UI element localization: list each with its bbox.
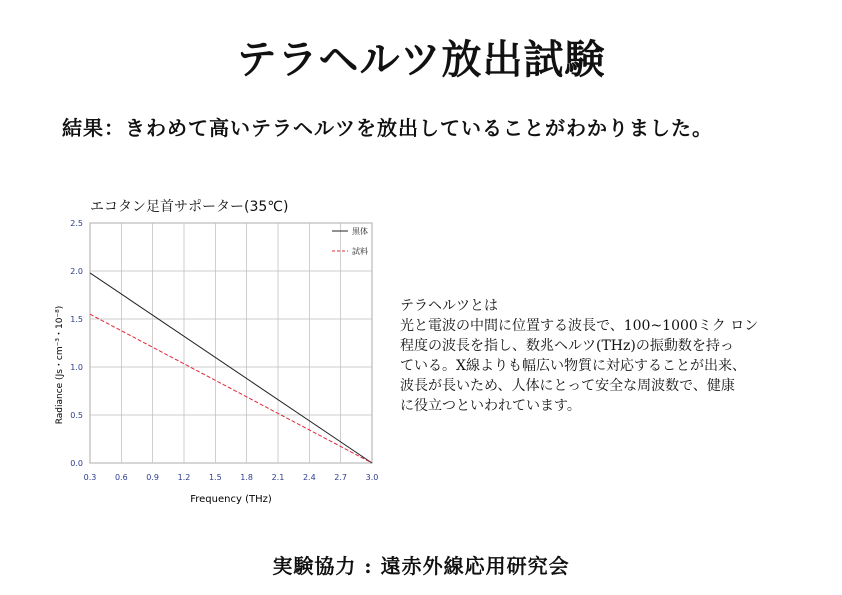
y-axis-label: Radiance (Js・cm⁻³・10⁻⁸): [55, 305, 65, 425]
x-tick-label: 2.4: [302, 473, 316, 482]
x-tick-label: 1.5: [208, 473, 222, 482]
note-line: ている。X線よりも幅広い物質に対応することが出来、: [400, 358, 746, 374]
y-tick-label: 1.5: [70, 315, 83, 324]
y-tick-label: 2.5: [70, 219, 83, 228]
y-tick-label: 0.5: [70, 411, 83, 420]
x-tick-label: 0.6: [114, 473, 128, 482]
collaboration-credit: 実験協力 : 遠赤外線応用研究会: [272, 554, 570, 578]
note-line: 程度の波長を指し、数兆ヘルツ(THz)の振動数を持っ: [400, 338, 734, 354]
note-line: 波長が長いため、人体にとって安全な周波数で、健康: [400, 378, 735, 394]
terahertz-note: [400, 296, 820, 416]
x-tick-label: 3.0: [365, 473, 379, 482]
plot-frame: [90, 223, 372, 463]
legend-label: 試料: [352, 247, 368, 256]
y-tick-label: 2.0: [70, 267, 83, 276]
y-tick-label: 1.0: [70, 363, 83, 372]
x-tick-label: 2.7: [334, 473, 348, 482]
x-tick-label: 0.3: [83, 473, 97, 482]
x-tick-label: 1.2: [177, 473, 191, 482]
page-title: テラヘルツ放出試験: [236, 36, 606, 83]
x-tick-label: 1.8: [240, 473, 254, 482]
x-axis-label: Frequency (THz): [190, 494, 272, 505]
x-tick-label: 0.9: [146, 473, 160, 482]
x-tick-label: 2.1: [271, 473, 285, 482]
chart-title: エコタン足首サポーター(35℃): [90, 199, 289, 215]
note-line: に役立つといわれています。: [400, 398, 581, 414]
radiance-chart: [50, 190, 400, 520]
note-line: テラヘルツとは: [400, 298, 498, 314]
chart-svg: [50, 190, 400, 520]
legend-label: 黒体: [352, 227, 368, 236]
note-line: 光と電波の中間に位置する波長で、100~1000ミク ロン: [400, 318, 759, 334]
y-tick-label: 0.0: [70, 459, 83, 468]
result-statement: 結果：きわめて高いテラヘルツを放出していることがわかりました。: [62, 116, 713, 140]
